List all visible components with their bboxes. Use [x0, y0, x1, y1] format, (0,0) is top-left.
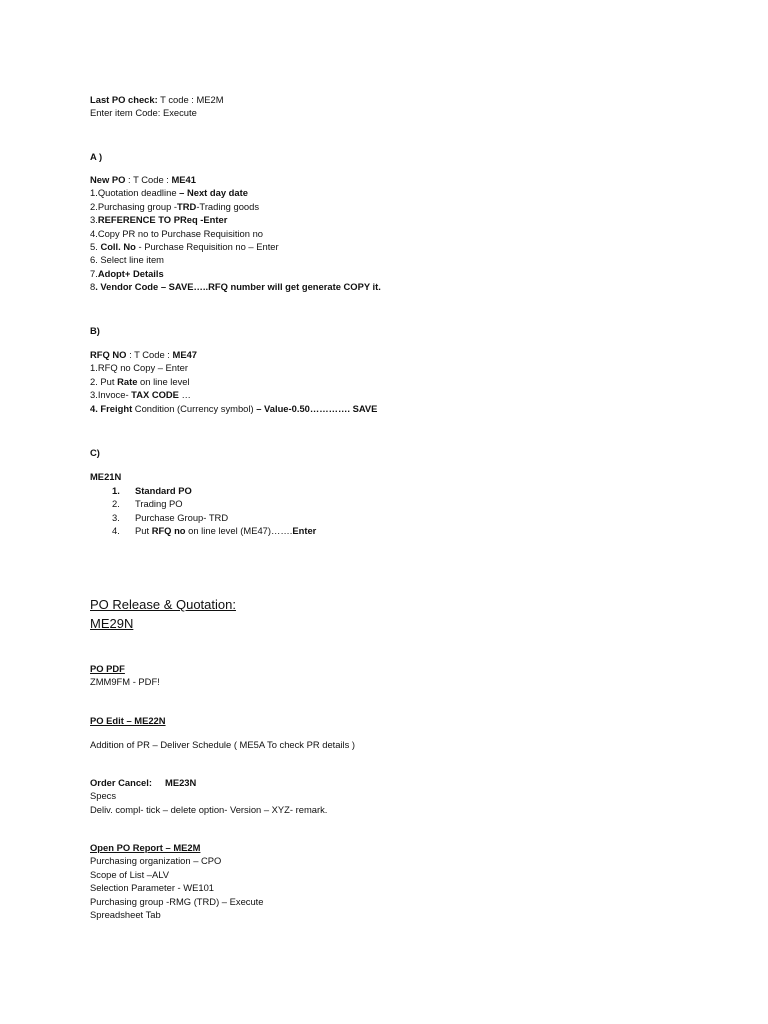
- po-pdf-heading: PO PDF: [90, 663, 125, 674]
- section-b-heading: B): [90, 325, 100, 336]
- step-line: 2. Put Rate on line level: [90, 375, 190, 387]
- rfq-no-line: RFQ NO : T Code : ME47: [90, 349, 198, 360]
- po-pdf-line: ZMM9FM - PDF!: [90, 676, 160, 688]
- step-line: 1.Quotation deadline – Next day date: [90, 187, 248, 199]
- open-po-line: Spreadsheet Tab: [90, 909, 161, 921]
- me21n-steps-list: [90, 484, 730, 538]
- list-item: 4. Put RFQ no on line level (ME47)…….Enter: [112, 525, 317, 537]
- enter-item-code-line: Enter item Code: Execute: [90, 107, 197, 119]
- step-line: 5. Coll. No - Purchase Requisition no – Enter: [90, 241, 279, 253]
- po-edit-line: Addition of PR – Deliver Schedule ( ME5A To check PR details ): [90, 739, 356, 750]
- me29n-code: ME29N: [90, 616, 134, 631]
- step-line: 1.RFQ no Copy – Enter: [90, 362, 188, 374]
- open-po-report-heading: Open PO Report – ME2M: [90, 842, 201, 853]
- section-b-steps: [90, 348, 730, 415]
- open-po-line: Purchasing group -RMG (TRD) – Execute: [90, 895, 264, 907]
- step-line: 3.Invoce- TAX CODE …: [90, 389, 191, 401]
- po-release-title: PO Release & Quotation:: [90, 597, 236, 612]
- open-po-line: Selection Parameter - WE101: [90, 882, 215, 894]
- step-line: 3.REFERENCE TO PReq -Enter: [90, 214, 228, 226]
- po-release-heading: [90, 595, 730, 633]
- order-cancel-heading: Order Cancel: ME23N: [90, 777, 197, 788]
- open-po-line: Purchasing organization – CPO: [90, 855, 222, 867]
- po-pdf-block: [90, 662, 730, 689]
- open-po-report-block: [90, 841, 730, 921]
- step-line: 7.Adopt+ Details: [90, 267, 164, 279]
- section-a-heading: A ): [90, 151, 103, 162]
- step-line: 4. Freight Condition (Currency symbol) – Value-0.50…………. SAVE: [90, 402, 378, 414]
- po-edit-heading-block: [90, 714, 730, 727]
- list-item: 3. Purchase Group- TRD: [112, 511, 229, 523]
- step-line: 8. Vendor Code – SAVE…..RFQ number will get generate COPY it.: [90, 281, 381, 293]
- step-line: 2.Purchasing group -TRD-Trading goods: [90, 200, 260, 212]
- step-line: 6. Select line item: [90, 254, 164, 266]
- order-cancel-line: Deliv. compl- tick – delete option- Version – XYZ- remark.: [90, 803, 328, 815]
- last-po-check-block: [90, 93, 730, 120]
- list-item: 1. Standard PO: [112, 485, 192, 496]
- me21n-code: ME21N: [90, 471, 122, 482]
- step-line: 4.Copy PR no to Purchase Requisition no: [90, 227, 264, 239]
- section-a-steps: [90, 173, 730, 294]
- last-po-check-line: Last PO check: T code : ME2M: [90, 94, 224, 105]
- list-item: 2. Trading PO: [112, 498, 183, 510]
- new-po-line: New PO : T Code : ME41: [90, 174, 196, 185]
- po-edit-line-block: [90, 738, 730, 751]
- order-cancel-line: Specs: [90, 790, 117, 802]
- po-edit-heading: PO Edit – ME22N: [90, 715, 166, 726]
- open-po-line: Scope of List –ALV: [90, 868, 170, 880]
- order-cancel-block: [90, 776, 730, 816]
- section-c-heading: C): [90, 447, 100, 458]
